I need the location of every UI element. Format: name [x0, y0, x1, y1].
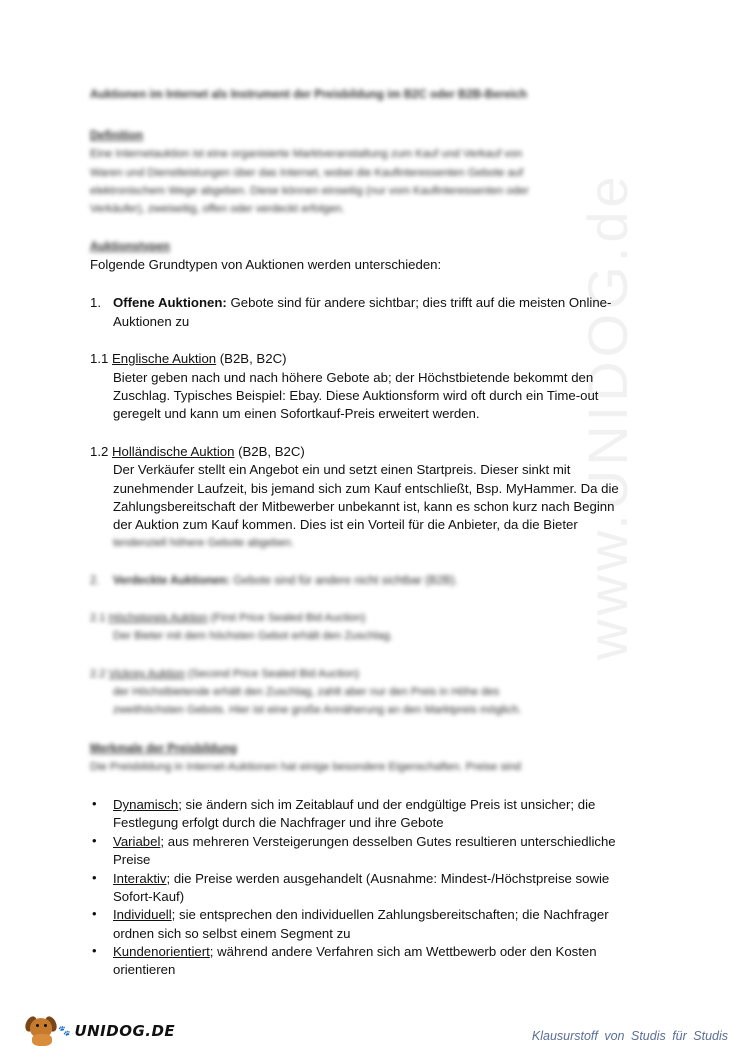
englische-line-3: geregelt und kann um einen Sofortkauf-Preis erweitert werden.: [113, 406, 480, 421]
definition-line-1: Eine Internetauktion ist eine organisierte Marktveranstaltung zum Kauf und Verkauf von: [90, 148, 523, 160]
merkmale-heading: Merkmale der Preisbildung: [90, 743, 237, 755]
unidog-logo[interactable]: [24, 1013, 194, 1049]
hollaendische-line-4: der Auktion zum Kauf kommen. Dies ist ein Vorteil für die Anbieter, da die Bieter: [113, 517, 578, 532]
verdeckte-line: [113, 572, 458, 591]
bullet-5-line-1: [113, 943, 597, 962]
hollaendische-line-3: Zahlungsbereitschaft der Mitbewerber unbekannt ist, kann es schon kurz nach Beginn: [113, 499, 615, 514]
bullet-5-term: Kundenorientiert: [113, 944, 210, 959]
hoechstpreis-suffix: (First Price Sealed Bid Auction): [207, 612, 366, 624]
englische-suffix: (B2B, B2C): [216, 351, 287, 366]
definition-line-2: Waren und Dienstleistungen über das Internet, wobei die Kaufinteressenten Gebote auf: [90, 167, 524, 179]
englische-heading: [90, 350, 286, 369]
bullet-1-text: ; sie ändern sich im Zeitablauf und der endgültige Preis ist unsicher; die: [178, 797, 596, 812]
englische-line-2: Zuschlag. Typisches Beispiel: Ebay. Diese Auktionsform wird oft durch ein Time-out: [113, 388, 599, 403]
bullet-2-text: ; aus mehreren Versteigerungen desselben Gutes resultieren unterschiedliche: [160, 834, 616, 849]
watermark: www.UNIDOG.de: [576, 172, 639, 660]
vickrey-line-2: zweithöchsten Gebots. Hier ist eine große Annäherung an den Marktpreis möglich.: [113, 704, 522, 716]
verdeckte-number: 2.: [90, 575, 100, 587]
bullet-3-term: Interaktiv: [113, 871, 167, 886]
bullet-4-text: ; sie entsprechen den individuellen Zahlungsbereitschaften; die Nachfrager: [171, 907, 609, 922]
footer-tagline: Klausurstoff von Studis für Studis: [531, 1029, 728, 1043]
bullet-3-line-1: [113, 870, 609, 889]
offene-number: 1.: [90, 295, 101, 310]
hollaendische-line-1: Der Verkäufer stellt ein Angebot ein und setzt einen Startpreis. Dieser sinkt mit: [113, 462, 571, 477]
bullet-1-line-2: Festlegung erfolgt durch die Nachfrager und ihre Gebote: [113, 815, 444, 830]
bullet-marker: •: [92, 943, 97, 958]
hollaendische-heading: [90, 443, 305, 462]
hollaendische-line-2: zunehmender Laufzeit, bis jemand sich zum Kauf entschließt, Bsp. MyHammer. Da die: [113, 481, 619, 496]
bullet-1-line-1: [113, 796, 595, 815]
vickrey-name: Vickrey Auktion: [108, 668, 185, 680]
bullet-marker: •: [92, 796, 97, 811]
bullet-2-line-2: Preise: [113, 852, 151, 867]
vickrey-number: 2.2: [90, 668, 106, 680]
verdeckte-label: Verdeckte Auktionen:: [113, 575, 231, 587]
hollaendische-line-5: tendenziell höhere Gebote abgeben.: [113, 537, 295, 549]
auktionstypen-heading: Auktionstypen: [90, 241, 170, 253]
bullet-marker: •: [92, 833, 97, 848]
bullet-4-line-2: ordnen sich so selbst einem Segment zu: [113, 926, 351, 941]
vickrey-heading: [90, 665, 359, 684]
hoechstpreis-heading: [90, 609, 365, 628]
bullet-marker: •: [92, 906, 97, 921]
hoechstpreis-line: Der Bieter mit dem höchsten Gebot erhält den Zuschlag.: [113, 630, 393, 642]
hollaendische-suffix: (B2B, B2C): [234, 444, 305, 459]
definition-line-3: elektronischem Wege abgeben. Diese können einseitig (nur vom Kaufinteressenten oder: [90, 185, 529, 197]
vickrey-line-1: der Höchstbietende erhält den Zuschlag, zahlt aber nur den Preis in Höhe des: [113, 686, 500, 698]
bullet-marker: •: [92, 870, 97, 885]
offene-label: Offene Auktionen:: [113, 295, 227, 310]
hollaendische-name: Holländische Auktion: [112, 444, 235, 459]
hoechstpreis-name: Höchstpreis Auktion: [108, 612, 208, 624]
offene-text: Gebote sind für andere sichtbar; dies trifft auf die meisten Online-: [226, 295, 612, 310]
bullet-5-text: ; während andere Verfahren sich am Wettbewerb oder den Kosten: [209, 944, 597, 959]
hoechstpreis-number: 2.1: [90, 612, 106, 624]
englische-name: Englische Auktion: [112, 351, 217, 366]
verdeckte-text: Gebote sind für andere nicht sichtbar (B2B).: [230, 575, 458, 587]
paw-icon: 🐾: [58, 1025, 71, 1037]
bullet-3-line-2: Sofort-Kauf): [113, 889, 185, 904]
bullet-2-term: Variabel: [113, 834, 161, 849]
bullet-4-line-1: [113, 906, 609, 925]
auktionstypen-intro: Folgende Grundtypen von Auktionen werden unterschieden:: [90, 257, 442, 272]
bullet-4-term: Individuell: [113, 907, 172, 922]
vickrey-suffix: (Second Price Sealed Bid Auction): [184, 668, 360, 680]
englische-line-1: Bieter geben nach und nach höhere Gebote ab; der Höchstbietende bekommt den: [113, 370, 594, 385]
dog-mascot-icon: [24, 1014, 58, 1048]
document-title: Auktionen im Internet als Instrument der Preisbildung im B2C oder B2B-Bereich: [90, 89, 528, 101]
merkmale-intro: Die Preisbildung in Internet-Auktionen hat einige besondere Eigenschaften. Preise sind: [90, 761, 521, 773]
definition-line-4: Verkäufer), zweiseitig, offen oder verdeckt erfolgen.: [90, 203, 345, 215]
bullet-1-term: Dynamisch: [113, 797, 179, 812]
bullet-3-text: ; die Preise werden ausgehandelt (Ausnahme: Mindest-/Höchstpreise sowie: [166, 871, 610, 886]
offene-line-2: Auktionen zu: [113, 314, 190, 329]
bullet-2-line-1: [113, 833, 616, 852]
hollaendische-number: 1.2: [90, 444, 109, 459]
englische-number: 1.1: [90, 351, 109, 366]
logo-text: UNIDOG.DE: [74, 1022, 176, 1040]
bullet-5-line-2: orientieren: [113, 962, 176, 977]
definition-heading: Definition: [90, 130, 144, 142]
offene-line-1: [113, 294, 611, 313]
